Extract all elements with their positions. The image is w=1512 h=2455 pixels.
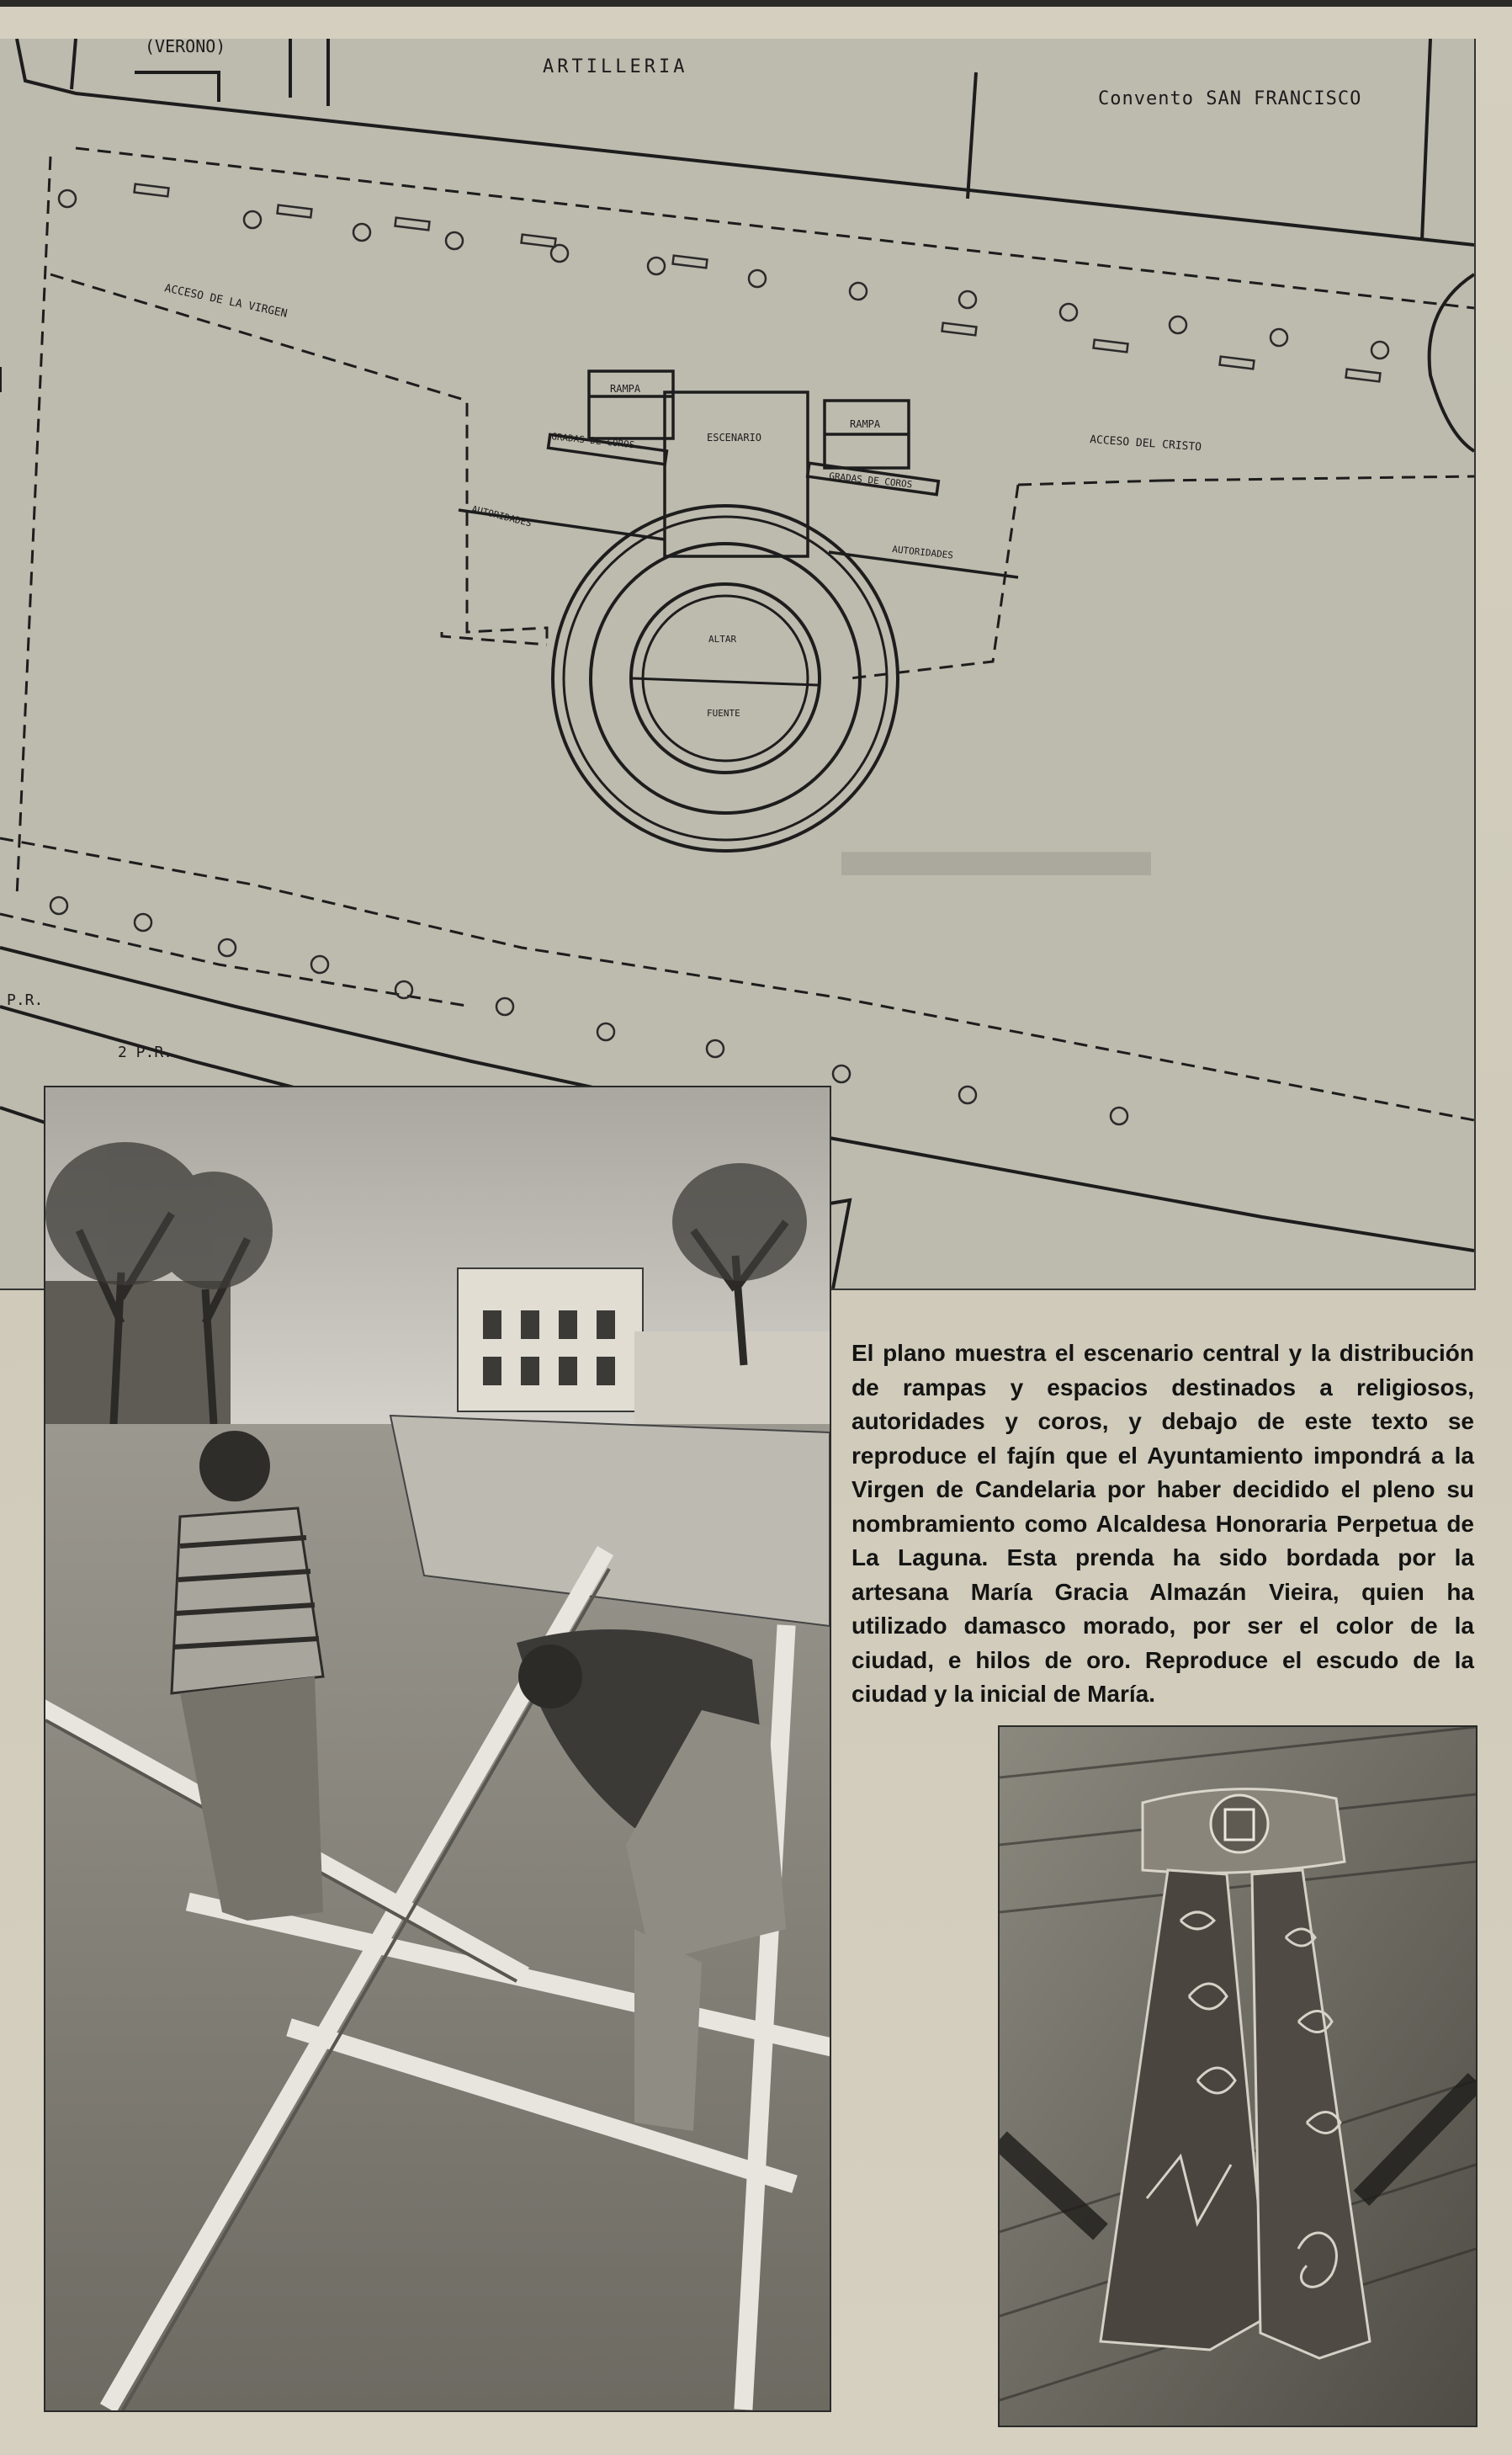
plan-label-gradas-left: GRADAS DE COROS (550, 431, 635, 451)
plan-label-acceso-cristo: ACCESO DEL CRISTO (1089, 433, 1202, 454)
plan-label-rampa-left: RAMPA (610, 383, 641, 395)
plan-label-gradas-right: GRADAS DE COROS (828, 470, 913, 491)
plan-label-rampa-right: RAMPA (850, 418, 881, 430)
sash-photo (998, 1725, 1478, 2427)
plan-label-2pr: 2 P.R. (118, 1044, 173, 1061)
top-rule (0, 0, 1512, 7)
plan-label-fuente: FUENTE (707, 708, 740, 719)
plan-label-pr: P.R. (7, 991, 44, 1009)
plan-label-artilleria: ARTILLERIA (543, 56, 688, 77)
plan-label-verono: (VERONO) (145, 39, 226, 56)
plan-label-autoridades-left: AUTORIDADES (470, 503, 533, 529)
plan-label-convento: Convento SAN FRANCISCO (1098, 88, 1362, 109)
plan-label-acceso-virgen: ACCESO DE LA VIRGEN (163, 282, 289, 321)
plan-label-autoridades-right: AUTORIDADES (891, 544, 954, 561)
plan-label-altar: ALTAR (708, 634, 737, 645)
plan-label-escenario: ESCENARIO (707, 432, 762, 444)
construction-photo (44, 1086, 831, 2412)
photo-caption: El plano muestra el escenario central y la distribución de rampas y espacios destinados a religiosos, autoridades y coros, y debajo de este texto se reproduce el fajín que el Ayuntamiento impondrá a la Virgen de Candelaria por haber decidido el pleno su nombramiento como Alcaldesa Honoraria Perpetua de La Laguna. Esta prenda ha sido bordada por la artesana María Gracia Almazán Vieira, quien ha utilizado damasco morado, por ser el color de la ciudad, e hilos de oro. Reproduce el escudo de la ciudad y la inicial de María. (851, 1340, 1474, 1707)
